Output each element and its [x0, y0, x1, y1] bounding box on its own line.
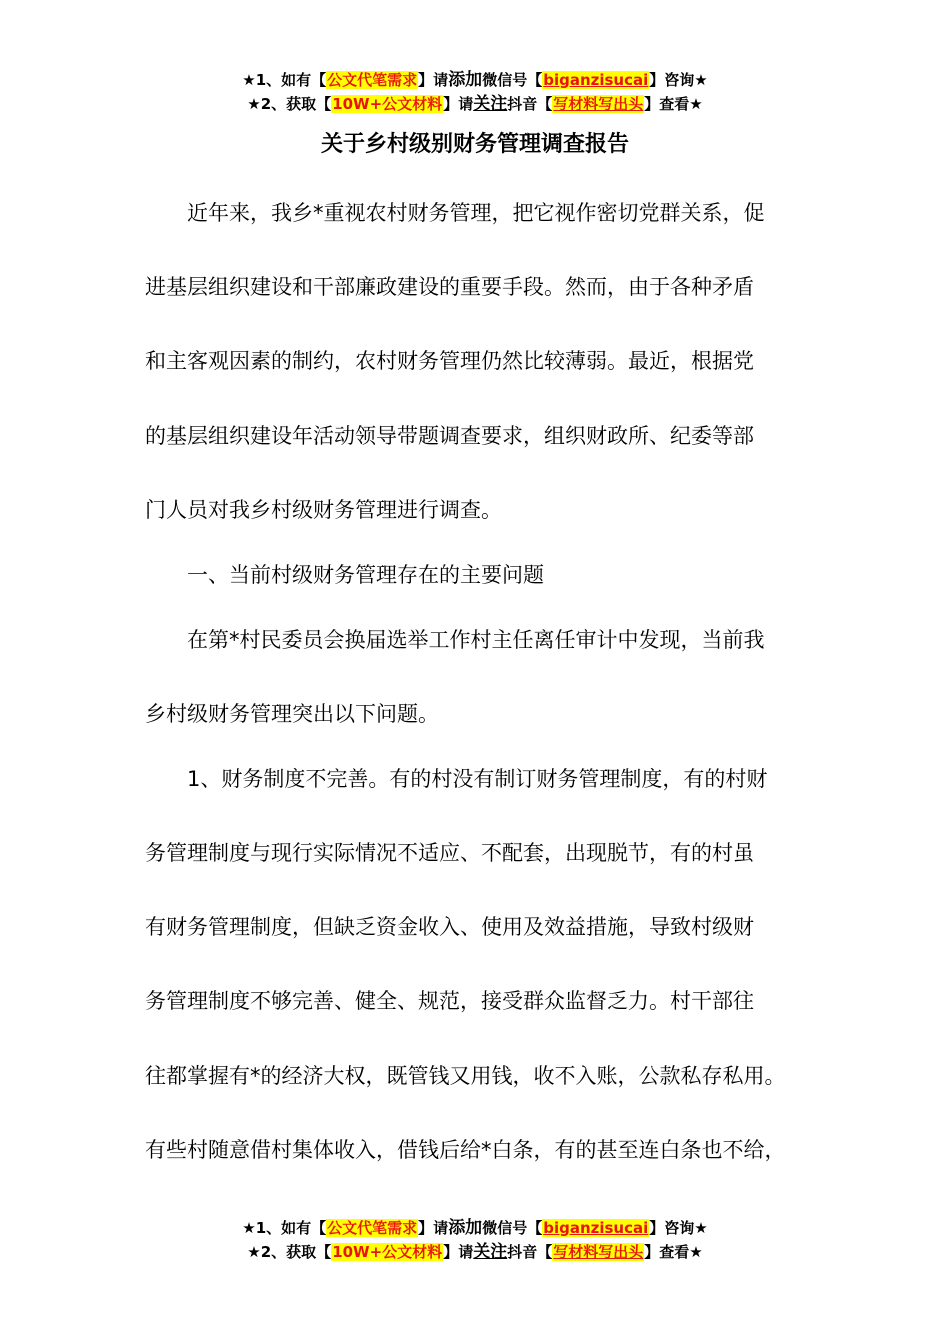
banner-line-2 — [0, 92, 950, 116]
body-line: 的基层组织建设年活动领导带题调查要求，组织财政所、纪委等部 — [145, 424, 754, 448]
banner-wechat-id: biganzisucai — [543, 1219, 649, 1237]
banner-emphasis: 关注 — [473, 94, 508, 114]
banner-line-1 — [0, 68, 950, 92]
document-title: 关于乡村级别财务管理调查报告 — [320, 132, 629, 157]
body-line: 门人员对我乡村级财务管理进行调查。 — [145, 498, 502, 522]
body-line: 有些村随意借村集体收入，借钱后给*白条，有的甚至连白条也不给， — [145, 1138, 786, 1162]
bottom-banner — [0, 1216, 950, 1264]
banner-highlight: 公文代笔需求 — [327, 1219, 418, 1237]
banner-text: 】请 — [418, 71, 449, 89]
body-line: 在第*村民委员会换届选举工作村主任离任审计中发现，当前我 — [145, 628, 765, 652]
banner-text: 】咨询★ — [649, 71, 708, 89]
body-line: 务管理制度不够完善、健全、规范，接受群众监督乏力。村干部往 — [145, 989, 754, 1013]
body-line: 近年来，我乡*重视农村财务管理，把它视作密切党群关系，促 — [145, 201, 765, 225]
banner-text: 】咨询★ — [649, 1219, 708, 1237]
banner-line-2 — [0, 1240, 950, 1264]
body-line: 有财务管理制度，但缺乏资金收入、使用及效益措施，导致村级财 — [145, 915, 754, 939]
banner-text: 】查看★ — [644, 1243, 703, 1261]
body-line: 进基层组织建设和干部廉政建设的重要手段。然而，由于各种矛盾 — [145, 275, 754, 299]
banner-wechat-id: biganzisucai — [543, 71, 649, 89]
banner-text: 】请 — [418, 1219, 449, 1237]
top-banner — [0, 68, 950, 116]
banner-douyin-id: 写材料写出头 — [553, 1243, 644, 1261]
banner-text: 】查看★ — [644, 95, 703, 113]
banner-text: 】请 — [443, 95, 474, 113]
section-heading: 一、当前村级财务管理存在的主要问题 — [145, 563, 544, 587]
banner-text: 微信号【 — [482, 1219, 543, 1237]
banner-highlight: 10W+公文材料 — [332, 1243, 443, 1261]
banner-text: ★2、获取【 — [247, 1243, 332, 1261]
banner-text: ★1、如有【 — [242, 71, 327, 89]
body-line: 往都掌握有*的经济大权，既管钱又用钱，收不入账，公款私存私用。 — [145, 1064, 786, 1088]
banner-text: 】请 — [443, 1243, 474, 1261]
banner-emphasis: 添加 — [448, 1218, 483, 1238]
banner-douyin-id: 写材料写出头 — [553, 95, 644, 113]
banner-text: ★1、如有【 — [242, 1219, 327, 1237]
banner-highlight: 公文代笔需求 — [327, 71, 418, 89]
banner-emphasis: 添加 — [448, 70, 483, 90]
body-line: 务管理制度与现行实际情况不适应、不配套，出现脱节，有的村虽 — [145, 841, 754, 865]
body-line: 1、财务制度不完善。有的村没有制订财务管理制度，有的村财 — [145, 767, 768, 791]
banner-text: ★2、获取【 — [247, 95, 332, 113]
banner-highlight: 10W+公文材料 — [332, 95, 443, 113]
banner-text: 抖音【 — [507, 1243, 553, 1261]
banner-text: 抖音【 — [507, 95, 553, 113]
banner-emphasis: 关注 — [473, 1242, 508, 1262]
banner-line-1 — [0, 1216, 950, 1240]
banner-text: 微信号【 — [482, 71, 543, 89]
body-line: 乡村级财务管理突出以下问题。 — [145, 702, 439, 726]
body-line: 和主客观因素的制约，农村财务管理仍然比较薄弱。最近，根据党 — [145, 349, 754, 373]
